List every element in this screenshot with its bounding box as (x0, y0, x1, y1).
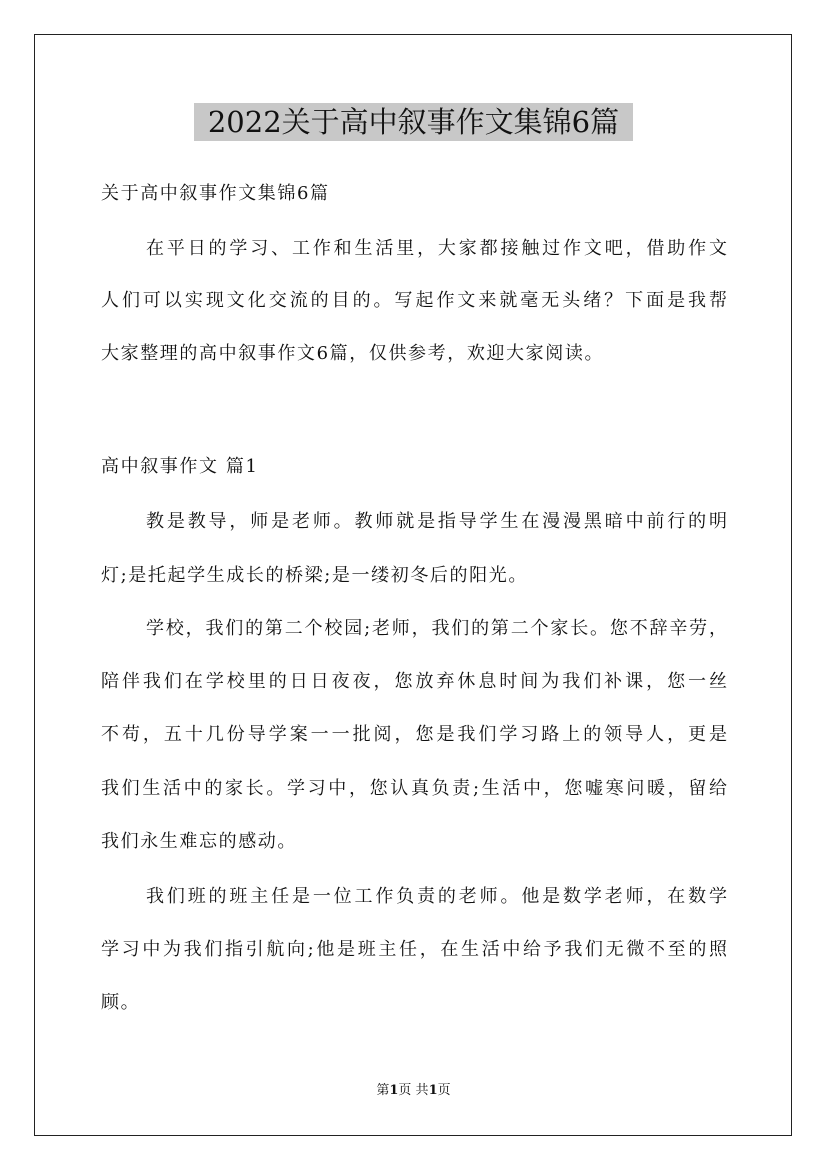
paragraph2-line-3: 不苟，五十几份导学案一一批阅，您是我们学习路上的领导人，更是 (101, 724, 727, 745)
footer-page-prefix: 第 (376, 1083, 390, 1098)
page-footer (0, 1082, 827, 1100)
paragraph3-line-2: 学习中为我们指引航向;他是班主任，在生活中给予我们无微不至的照 (101, 939, 727, 960)
footer-page-total: 1 (428, 1083, 438, 1098)
paragraph2-line-4: 我们生活中的家长。学习中，您认真负责;生活中，您嘘寒问暖，留给 (101, 778, 727, 799)
document-subtitle: 关于高中叙事作文集锦6篇 (101, 183, 330, 204)
intro-line-3: 大家整理的高中叙事作文6篇，仅供参考，欢迎大家阅读。 (101, 343, 605, 364)
footer-page-suffix: 页 (437, 1083, 451, 1098)
paragraph2-line-2: 陪伴我们在学校里的日日夜夜，您放弃休息时间为我们补课，您一丝 (101, 671, 727, 692)
paragraph1-line-1: 教是教导，师是老师。教师就是指导学生在漫漫黑暗中前行的明 (146, 511, 727, 532)
section-heading: 高中叙事作文 篇1 (101, 456, 259, 477)
intro-line-2: 人们可以实现文化交流的目的。写起作文来就毫无头绪？下面是我帮 (101, 290, 727, 311)
paragraph3-line-3: 顾。 (101, 992, 141, 1013)
paragraph3-line-1: 我们班的班主任是一位工作负责的老师。他是数学老师，在数学 (146, 886, 727, 907)
paragraph1-line-2: 灯;是托起学生成长的桥梁;是一缕初冬后的阳光。 (101, 565, 528, 586)
footer-page-current: 1 (389, 1083, 399, 1098)
paragraph2-line-5: 我们永生难忘的感动。 (101, 831, 297, 852)
paragraph2-line-1: 学校，我们的第二个校园;老师，我们的第二个家长。您不辞辛劳， (146, 618, 727, 639)
document-title: 2022关于高中叙事作文集锦6篇 (194, 103, 633, 141)
intro-line-1: 在平日的学习、工作和生活里，大家都接触过作文吧，借助作文 (146, 238, 727, 259)
footer-page-mid: 页 共 (398, 1083, 429, 1098)
